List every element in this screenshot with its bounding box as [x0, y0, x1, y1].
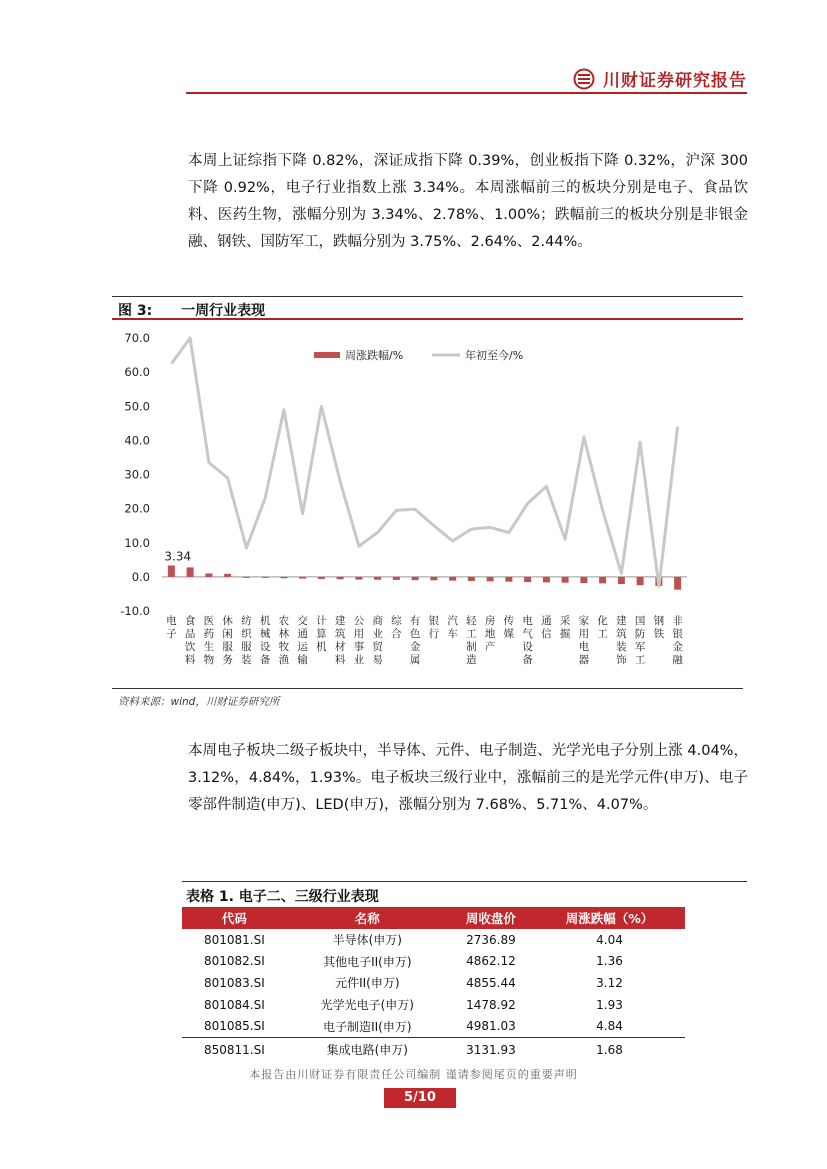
cell-code: 801082.SI	[204, 954, 265, 969]
table-header-row	[182, 907, 685, 929]
bar-weekly-change	[337, 577, 344, 579]
figure-title-text: 一周行业表现	[181, 303, 266, 319]
electronics-table	[182, 907, 685, 1062]
cell-name: 集成电路(申万)	[287, 1037, 448, 1062]
bar-weekly-change	[393, 577, 400, 580]
col-header-name: 名称	[287, 907, 448, 929]
bar-weekly-change	[637, 577, 644, 585]
y-tick-label: 30.0	[124, 467, 150, 482]
x-category-label: 钢铁	[653, 615, 665, 640]
bar-weekly-change	[430, 577, 437, 580]
x-category-label: 国防军工	[634, 615, 646, 666]
y-tick-label: 10.0	[124, 535, 150, 550]
cell-name: 元件II(申万)	[335, 976, 400, 991]
bar-weekly-change	[187, 567, 194, 576]
bar-weekly-change	[318, 577, 325, 579]
bar-weekly-change	[262, 577, 269, 578]
y-tick-label: 0.0	[131, 569, 150, 584]
cell-change: 1.68	[534, 1037, 685, 1062]
industry-performance-chart	[112, 322, 743, 687]
bar-weekly-change	[468, 577, 475, 581]
col-header-change: 周涨跌幅（%）	[534, 907, 685, 929]
bar-weekly-change	[618, 577, 625, 584]
x-category-label: 建筑材料	[334, 615, 346, 666]
bar-weekly-change	[580, 577, 587, 583]
cell-name: 电子制造II(申万)	[323, 1019, 412, 1034]
table-row	[182, 951, 685, 973]
cell-change: 1.93	[596, 997, 623, 1012]
bar-weekly-change	[449, 577, 456, 581]
table-row	[182, 1015, 685, 1037]
cell-name: 其他电子II(申万)	[323, 954, 412, 969]
figure-bottom-rule	[112, 688, 743, 689]
col-header-close: 周收盘价	[448, 907, 534, 929]
bar-weekly-change	[243, 577, 250, 578]
col-header-code: 代码	[182, 907, 287, 929]
x-category-label: 采掘	[559, 615, 571, 640]
cell-code: 801081.SI	[204, 932, 265, 947]
bar-weekly-change	[355, 577, 362, 580]
table-row	[182, 994, 685, 1016]
cell-close: 3131.93	[448, 1037, 534, 1062]
cell-change: 4.04	[596, 932, 623, 947]
bar-weekly-change	[674, 577, 681, 590]
cell-name: 半导体(申万)	[332, 933, 402, 948]
figure-red-rule	[112, 318, 743, 320]
cell-change: 4.84	[596, 1019, 623, 1034]
x-category-label: 非银金融	[672, 615, 683, 666]
cell-change: 1.36	[596, 954, 623, 969]
legend-swatch-bar	[314, 352, 340, 358]
x-category-label: 通信	[541, 615, 552, 640]
cell-close: 2736.89	[466, 932, 516, 947]
cell-name: 光学光电子(申万)	[320, 998, 414, 1013]
x-category-label: 轻工制造	[466, 615, 477, 666]
cell-change: 3.12	[596, 975, 623, 990]
table-top-rule	[182, 881, 747, 882]
summary-paragraph: 本周上证综指下降 0.82%，深证成指下降 0.39%，创业板指下降 0.32%，沪深 300 下降 0.92%，电子行业指数上涨 3.34%。本周涨幅前三的板块分别是电子、食品饮料、医药生物，涨幅分别为 3.34%、2.78%、1.00%；跌幅前三的板块分别是非银金融、钢铁、国防军工，跌幅分别为 3.75%、2.64%、2.44%。	[188, 153, 748, 250]
table-row	[182, 972, 685, 994]
bar-weekly-change	[524, 577, 531, 582]
bar-weekly-change	[505, 577, 512, 582]
y-tick-label: 60.0	[124, 365, 150, 380]
x-category-label: 建筑装饰	[616, 615, 627, 666]
x-category-label: 电子	[166, 615, 177, 640]
x-category-label: 房地产	[484, 615, 496, 653]
footer-disclaimer: 本报告由川财证券有限责任公司编制 谨请参阅尾页的重要声明	[249, 1068, 578, 1081]
cell-code: 801085.SI	[204, 1019, 265, 1034]
company-logo-icon	[573, 68, 595, 90]
brand-name: 川财证券研究报告	[603, 71, 747, 91]
y-tick-label: 50.0	[124, 399, 150, 414]
page-number: 5/10	[384, 1088, 456, 1108]
bar-data-label: 3.34	[164, 549, 192, 564]
x-category-label: 食品饮料	[184, 615, 196, 666]
bar-weekly-change	[205, 573, 212, 576]
x-category-label: 交通运输	[297, 615, 308, 666]
x-category-label: 电气设备	[522, 615, 533, 666]
bar-weekly-change	[543, 577, 550, 582]
x-category-label: 综合	[391, 615, 402, 640]
bar-weekly-change	[280, 577, 287, 578]
y-tick-label: 40.0	[124, 433, 150, 448]
figure-top-rule	[112, 296, 743, 297]
x-category-label: 医药生物	[203, 615, 215, 666]
table-row	[182, 1037, 685, 1062]
legend-label-line: 年初至今/%	[465, 349, 524, 362]
x-category-label: 农林牧渔	[278, 615, 290, 666]
bar-weekly-change	[412, 577, 419, 580]
line-ytd	[171, 338, 677, 586]
header-divider	[186, 92, 747, 94]
y-tick-label: -10.0	[120, 604, 150, 618]
x-category-label: 公用事业	[353, 615, 365, 666]
cell-code: 850811.SI	[182, 1037, 287, 1062]
figure-label: 图 3:	[118, 303, 153, 319]
x-category-label: 纺织服装	[241, 615, 252, 666]
cell-code: 801084.SI	[204, 997, 265, 1012]
bar-weekly-change	[224, 574, 231, 577]
header-brand	[573, 66, 747, 91]
x-category-label: 化工	[597, 615, 608, 640]
x-category-label: 休闲服务	[222, 615, 233, 666]
cell-close: 1478.92	[466, 997, 516, 1012]
x-category-label: 机械设备	[259, 615, 271, 666]
table-row	[182, 929, 685, 951]
x-category-label: 计算机	[316, 615, 327, 653]
bar-weekly-change	[299, 577, 306, 579]
x-category-label: 传媒	[503, 615, 515, 640]
subsector-paragraph: 本周电子板块二级子板块中，半导体、元件、电子制造、光学光电子分别上涨 4.04%，3.12%，4.84%，1.93%。电子板块三级行业中，涨幅前三的是光学元件(申万)、电子零部件制造(申万)、LED(申万)，涨幅分别为 7.68%、5.71%、4.07%。	[188, 743, 748, 813]
x-category-label: 有色金属	[409, 615, 421, 666]
x-category-label: 商业贸易	[372, 615, 383, 666]
bar-weekly-change	[562, 577, 569, 583]
bar-weekly-change	[599, 577, 606, 583]
y-tick-label: 20.0	[124, 501, 150, 516]
cell-code: 801083.SI	[204, 975, 265, 990]
legend-label-bar: 周涨跌幅/%	[345, 349, 404, 362]
bar-weekly-change	[487, 577, 494, 581]
x-category-label: 汽车	[447, 615, 458, 640]
cell-close: 4862.12	[466, 954, 516, 969]
x-category-label: 家用电器	[578, 615, 590, 666]
figure-title	[118, 300, 265, 320]
cell-close: 4855.44	[466, 975, 516, 990]
figure-source: 资料来源：wind，川财证券研究所	[118, 696, 280, 708]
table-title: 表格 1. 电子二、三级行业表现	[186, 889, 379, 905]
x-category-label: 银行	[428, 615, 440, 640]
bar-weekly-change	[168, 565, 175, 576]
bar-weekly-change	[374, 577, 381, 580]
cell-close: 4981.03	[466, 1019, 516, 1034]
y-tick-label: 70.0	[124, 331, 150, 345]
